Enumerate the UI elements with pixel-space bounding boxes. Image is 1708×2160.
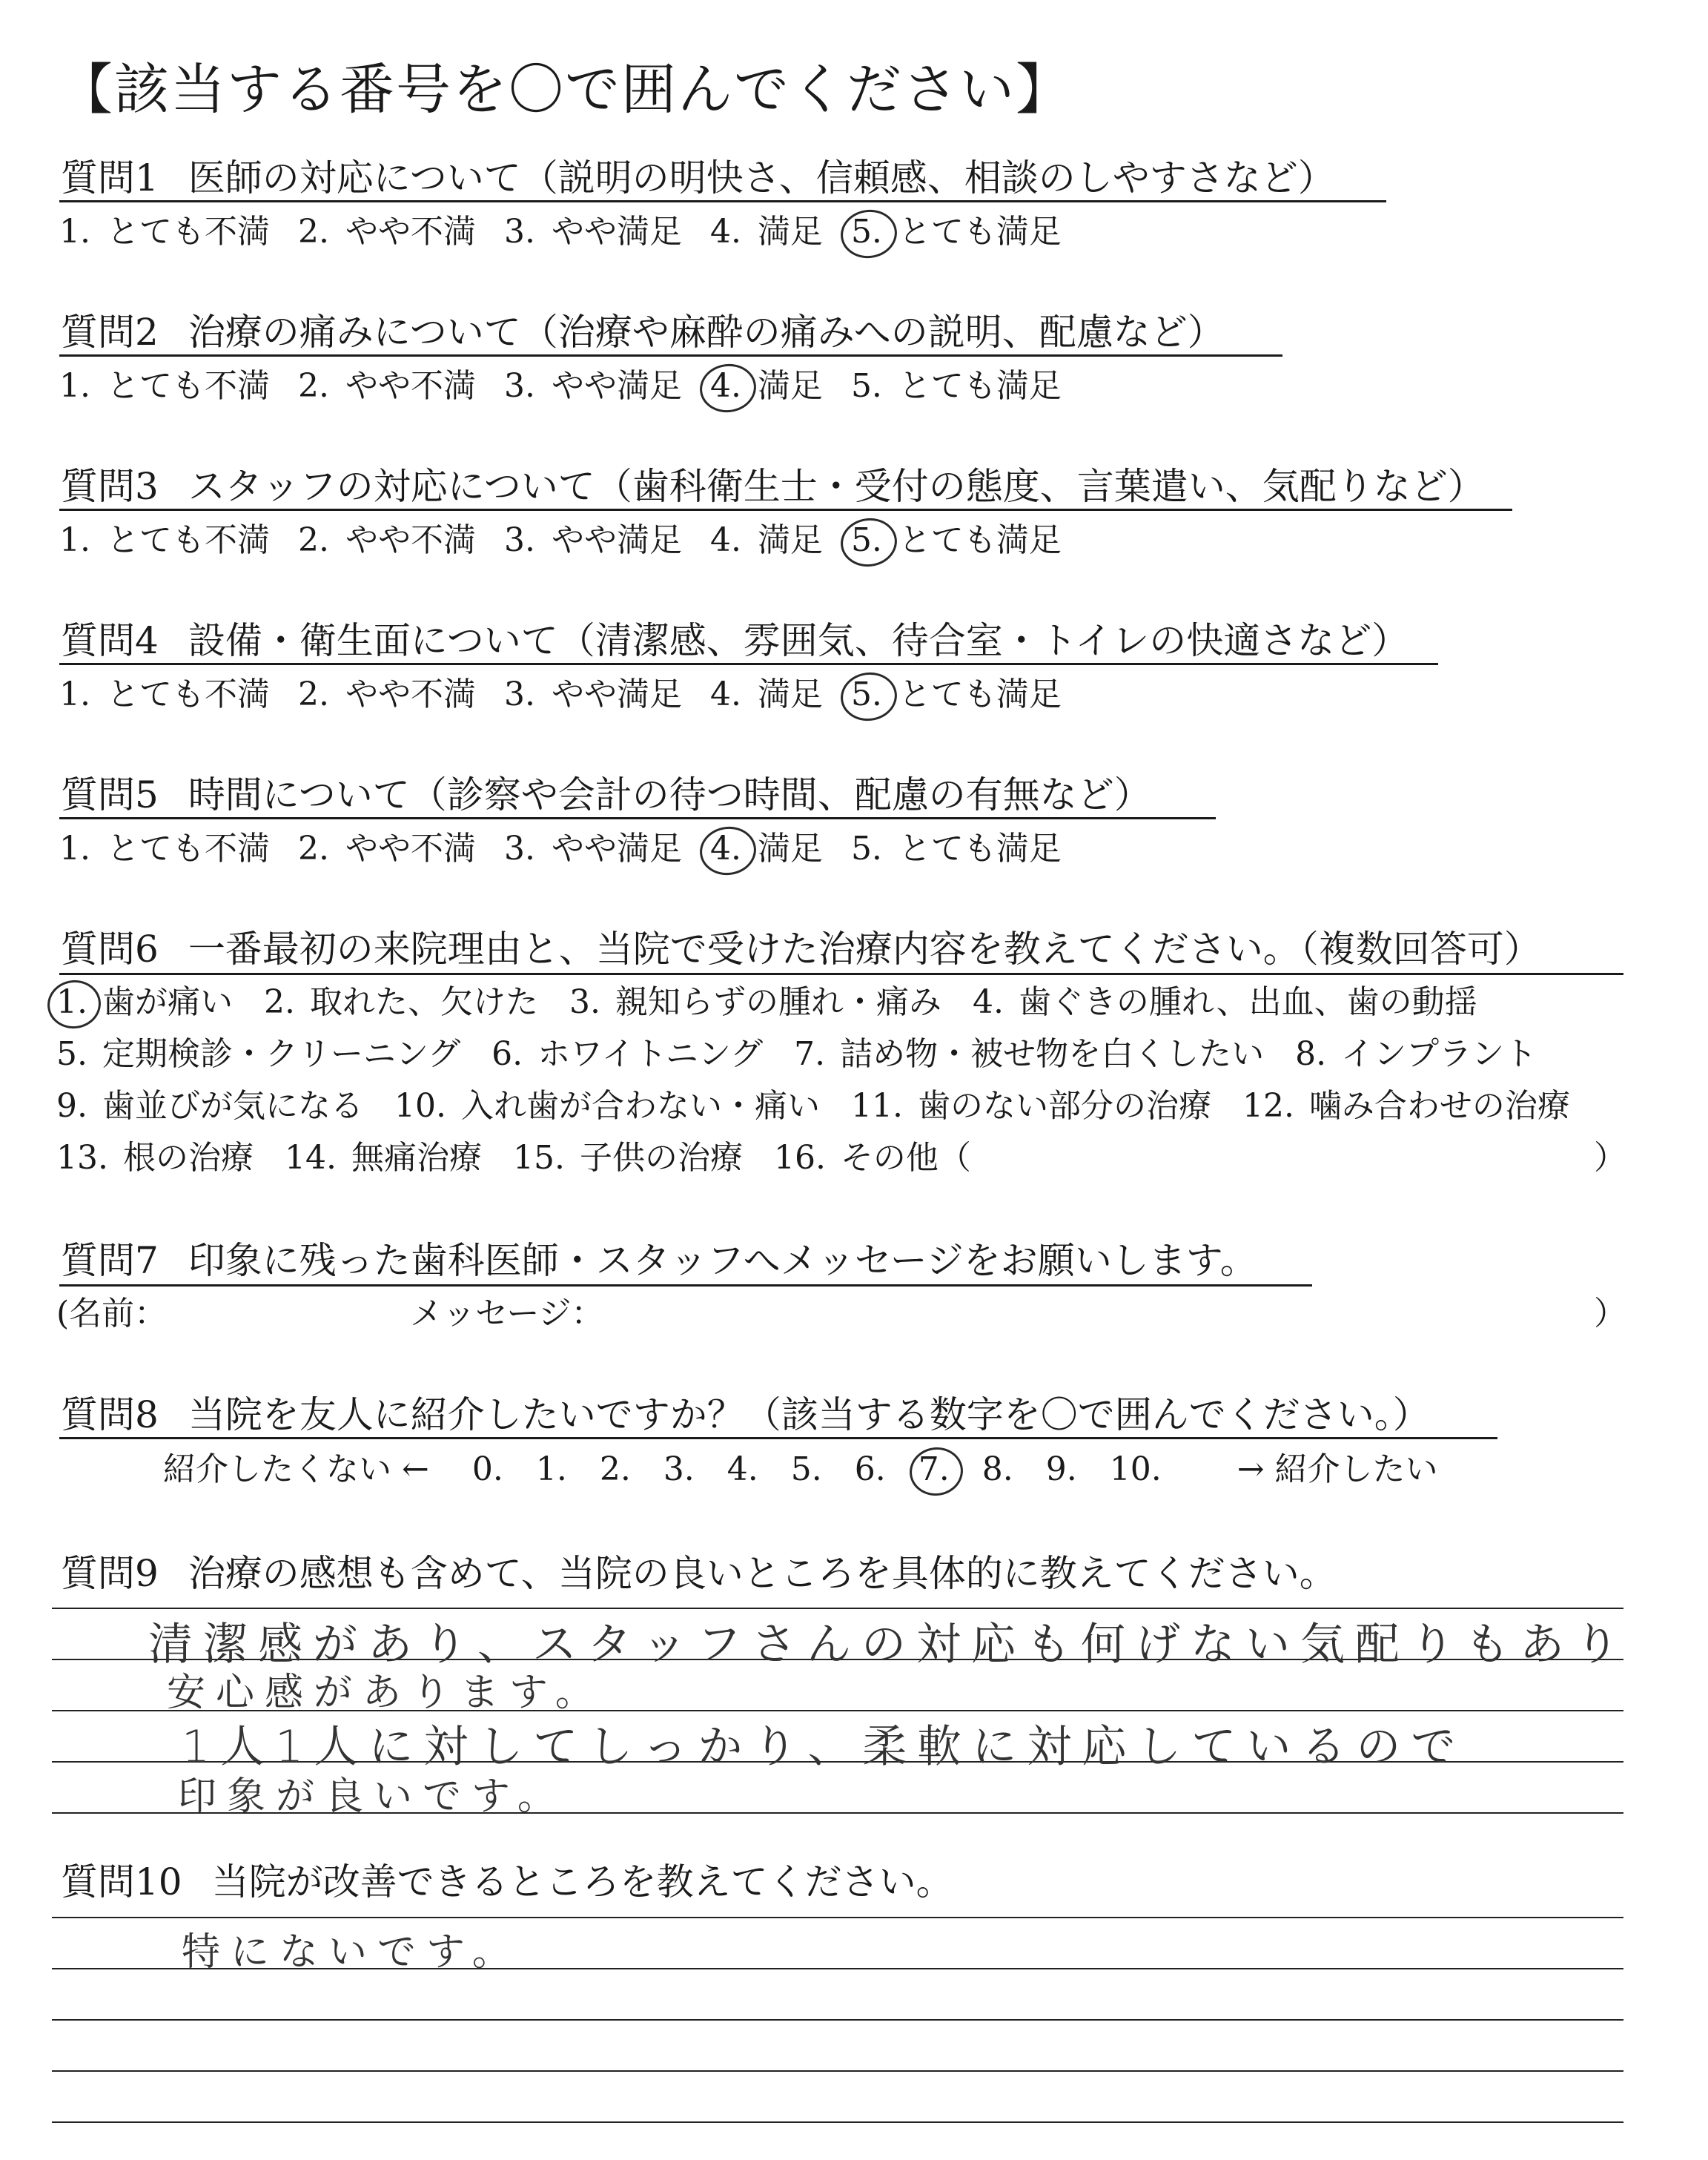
- nps-number[interactable]: 8.: [982, 1450, 1013, 1488]
- q6-option[interactable]: [851, 1079, 1211, 1126]
- q6-option[interactable]: [973, 975, 1477, 1023]
- rating-choices: [59, 822, 1090, 869]
- rating-choices: [59, 667, 1090, 715]
- ruled-line: [52, 2019, 1623, 2021]
- q6-option[interactable]: [1242, 1079, 1570, 1126]
- choice-label: とても不満: [106, 367, 270, 405]
- option-number: 3.: [569, 983, 600, 1021]
- choice-number: 4.: [709, 676, 741, 713]
- choice-number: 3.: [503, 213, 535, 251]
- question-8: [61, 1385, 1430, 1439]
- question-10: [61, 1852, 953, 1906]
- question-text: 設備・衛生面について（清潔感、雰囲気、待合室・トイレの快適さなど）: [188, 619, 1409, 662]
- option-label: 歯ぐきの腫れ、出血、歯の動揺: [1018, 983, 1477, 1021]
- rating-choices: [59, 513, 1090, 561]
- rating-choices: [59, 359, 1090, 406]
- option-label: その他（: [840, 1139, 971, 1177]
- question-text: スタッフの対応について（歯科衛生士・受付の態度、言葉遣い、気配りなど）: [188, 465, 1485, 508]
- nps-number[interactable]: 2.: [599, 1450, 631, 1488]
- q6-option[interactable]: [56, 1079, 363, 1126]
- question-1: [61, 148, 1335, 202]
- option-label: 歯並びが気になる: [102, 1087, 363, 1125]
- q6-option[interactable]: [264, 975, 538, 1023]
- choice-number: 1.: [59, 521, 90, 559]
- choice-label: 満足: [757, 213, 823, 251]
- choice-label: とても満足: [898, 213, 1062, 251]
- question-underline: [59, 817, 1216, 819]
- choice-1[interactable]: [59, 513, 270, 561]
- handwritten-answer-line: 印象が良いです。: [178, 1774, 566, 1819]
- choice-number: 4.: [709, 830, 741, 868]
- choice-3[interactable]: [504, 667, 682, 715]
- option-label: 詰め物・被せ物を白くしたい: [840, 1035, 1265, 1073]
- option-label: 歯のない部分の治療: [917, 1087, 1211, 1125]
- choice-number: 5.: [850, 521, 882, 559]
- choice-4[interactable]: [710, 513, 823, 561]
- question-3: [61, 457, 1485, 510]
- choice-3[interactable]: [504, 822, 682, 869]
- option-label: 噛み合わせの治療: [1308, 1087, 1570, 1125]
- question-7: [61, 1231, 1257, 1284]
- option-label: 子供の治療: [579, 1139, 743, 1177]
- option-number: 2.: [263, 983, 295, 1021]
- question-number: 質問6: [61, 928, 159, 971]
- choice-number: 3.: [503, 830, 535, 868]
- nps-scale: [163, 1442, 1471, 1490]
- question-number: 質問2: [61, 311, 159, 354]
- question-underline: [59, 1437, 1497, 1439]
- question-number: 質問8: [61, 1393, 159, 1436]
- choice-number: 5.: [850, 367, 882, 405]
- choice-number: 2.: [297, 676, 329, 713]
- option-number: 9.: [56, 1087, 87, 1125]
- message-row: [56, 1287, 604, 1334]
- q6-option[interactable]: [569, 975, 941, 1023]
- ruled-line: [52, 2070, 1623, 2072]
- choice-label: とても満足: [898, 676, 1062, 713]
- choice-number: 4.: [709, 521, 741, 559]
- nps-number[interactable]: 0.: [471, 1450, 503, 1488]
- question-number: 質問3: [61, 465, 159, 508]
- nps-number[interactable]: 1.: [535, 1450, 567, 1488]
- question-text: 治療の感想も含めて、当院の良いところを具体的に教えてください。: [188, 1552, 1337, 1595]
- choice-label: やや満足: [551, 521, 682, 559]
- choice-label: やや満足: [551, 213, 682, 251]
- choice-label: やや満足: [551, 367, 682, 405]
- choice-label: やや不満: [345, 521, 476, 559]
- question-text: 当院が改善できるところを教えてください。: [211, 1860, 953, 1903]
- choice-3[interactable]: [504, 513, 682, 561]
- option-number: 13.: [56, 1139, 108, 1177]
- ruled-line: [52, 2121, 1623, 2123]
- choice-2[interactable]: [298, 205, 476, 252]
- option-number: 8.: [1295, 1035, 1327, 1073]
- nps-number[interactable]: 3.: [663, 1450, 695, 1488]
- choice-label: 満足: [757, 367, 823, 405]
- choice-number: 4.: [709, 213, 741, 251]
- choice-label: とても不満: [106, 521, 270, 559]
- option-label: 根の治療: [122, 1139, 254, 1177]
- option-label: ホワイトニング: [537, 1035, 764, 1073]
- choice-2[interactable]: [298, 359, 476, 406]
- question-number: 質問7: [61, 1239, 159, 1282]
- q6-option-row: [56, 975, 1509, 1023]
- question-text: 医師の対応について（説明の明快さ、信頼感、相談のしやすさなど）: [188, 156, 1335, 199]
- nps-number[interactable]: 6.: [854, 1450, 886, 1488]
- option-number: 4.: [972, 983, 1004, 1021]
- option-number: 6.: [491, 1035, 523, 1073]
- option-label: 定期検診・クリーニング: [102, 1035, 461, 1073]
- name-label: (名前：: [56, 1295, 168, 1332]
- question-2: [61, 303, 1225, 356]
- question-text: 一番最初の来院理由と、当院で受けた治療内容を教えてください。（複数回答可）: [188, 928, 1541, 971]
- q6-option[interactable]: [774, 1131, 971, 1178]
- question-number: 質問5: [61, 773, 159, 816]
- option-number: 10.: [394, 1087, 446, 1125]
- choice-2[interactable]: [298, 513, 476, 561]
- choice-number: 5.: [850, 676, 882, 713]
- choice-2[interactable]: [298, 822, 476, 869]
- choice-label: とても不満: [106, 830, 270, 868]
- question-underline: [59, 354, 1282, 357]
- choice-number: 5.: [850, 213, 882, 251]
- nps-number[interactable]: 4.: [726, 1450, 758, 1488]
- other-close-paren: ）: [1594, 1139, 1626, 1177]
- choice-4[interactable]: [710, 205, 823, 252]
- question-underline: [59, 200, 1386, 202]
- choice-label: 満足: [757, 830, 823, 868]
- choice-label: とても満足: [898, 367, 1062, 405]
- option-label: 無痛治療: [351, 1139, 482, 1177]
- rating-choices: [59, 205, 1090, 252]
- option-label: 歯が痛い: [102, 983, 233, 1021]
- ruled-line: [52, 1917, 1623, 1918]
- handwritten-answer-line: 1人1人に対してしっかり、柔軟に対応しているので: [182, 1721, 1466, 1773]
- nps-left-label: 紹介したくない ←: [163, 1450, 429, 1488]
- form-title: 【該当する番号を〇で囲んでください】: [58, 58, 1072, 122]
- choice-label: やや不満: [345, 676, 476, 713]
- choice-label: やや不満: [345, 367, 476, 405]
- choice-1[interactable]: [59, 205, 270, 252]
- choice-label: とても不満: [106, 676, 270, 713]
- q6-option[interactable]: [285, 1131, 482, 1178]
- handwritten-answer-line: 安心感があります。: [167, 1671, 604, 1715]
- choice-label: 満足: [757, 676, 823, 713]
- q6-option[interactable]: [491, 1027, 763, 1074]
- option-number: 7.: [794, 1035, 826, 1073]
- question-4: [61, 611, 1409, 664]
- option-label: インプラント: [1341, 1035, 1537, 1073]
- option-number: 14.: [284, 1139, 337, 1177]
- choice-3[interactable]: [504, 205, 682, 252]
- choice-number: 2.: [297, 367, 329, 405]
- choice-label: やや満足: [551, 676, 682, 713]
- handwritten-answer-line: 特にないです。: [182, 1930, 521, 1975]
- question-6: [61, 919, 1541, 973]
- option-label: 入れ歯が合わない・痛い: [460, 1087, 820, 1125]
- q6-option-row: [56, 1131, 1002, 1178]
- choice-number: 5.: [850, 830, 882, 868]
- question-number: 質問9: [61, 1552, 159, 1595]
- choice-5[interactable]: [851, 359, 1062, 406]
- question-text: 当院を友人に紹介したいですか？（該当する数字を〇で囲んでください。）: [188, 1393, 1430, 1436]
- option-label: 取れた、欠けた: [309, 983, 538, 1021]
- question-number: 質問1: [61, 156, 159, 199]
- choice-number: 1.: [59, 213, 90, 251]
- question-underline: [59, 663, 1438, 665]
- choice-label: やや満足: [551, 830, 682, 868]
- choice-label: やや不満: [345, 830, 476, 868]
- q6-option[interactable]: [394, 1079, 820, 1126]
- nps-number[interactable]: 10.: [1109, 1450, 1162, 1488]
- choice-number: 1.: [59, 830, 90, 868]
- choice-number: 3.: [503, 521, 535, 559]
- nps-numbers: [472, 1450, 1194, 1488]
- option-number: 16.: [773, 1139, 826, 1177]
- choice-1[interactable]: [59, 822, 270, 869]
- option-number: 12.: [1242, 1087, 1294, 1125]
- choice-5[interactable]: [851, 822, 1062, 869]
- q6-option-row: [56, 1079, 1601, 1126]
- choice-number: 2.: [297, 521, 329, 559]
- choice-number: 3.: [503, 676, 535, 713]
- choice-label: とても不満: [106, 213, 270, 251]
- choice-3[interactable]: [504, 359, 682, 406]
- choice-number: 4.: [709, 367, 741, 405]
- option-label: 親知らずの腫れ・痛み: [615, 983, 941, 1021]
- choice-label: とても満足: [898, 830, 1062, 868]
- question-underline: [59, 509, 1512, 511]
- option-number: 11.: [850, 1087, 903, 1125]
- choice-number: 1.: [59, 367, 90, 405]
- question-number: 質問4: [61, 619, 159, 662]
- nps-number[interactable]: 7.: [918, 1450, 950, 1488]
- option-number: 5.: [56, 1035, 87, 1073]
- question-text: 時間について（診察や会計の待つ時間、配慮の有無など）: [188, 773, 1151, 816]
- choice-number: 2.: [297, 830, 329, 868]
- message-close-paren: ）: [1594, 1295, 1626, 1332]
- q6-option[interactable]: [794, 1027, 1264, 1074]
- choice-label: 満足: [757, 521, 823, 559]
- nps-number[interactable]: 5.: [790, 1450, 822, 1488]
- option-number: 15.: [512, 1139, 565, 1177]
- choice-number: 3.: [503, 367, 535, 405]
- question-text: 印象に残った歯科医師・スタッフへメッセージをお願いします。: [188, 1239, 1257, 1282]
- choice-1[interactable]: [59, 359, 270, 406]
- question-number: 質問10: [61, 1860, 182, 1903]
- option-number: 1.: [56, 983, 87, 1021]
- q6-option-row: [56, 1027, 1568, 1074]
- choice-1[interactable]: [59, 667, 270, 715]
- choice-label: とても満足: [898, 521, 1062, 559]
- q6-option[interactable]: [56, 1027, 460, 1074]
- message-label: メッセージ：: [410, 1295, 604, 1332]
- choice-4[interactable]: [710, 667, 823, 715]
- choice-2[interactable]: [298, 667, 476, 715]
- nps-right-label: → 紹介したい: [1237, 1450, 1438, 1488]
- handwritten-answer-line: 清潔感があり、スタッフさんの対応も何げない気配りもあり: [148, 1619, 1629, 1671]
- q6-option[interactable]: [513, 1131, 743, 1178]
- question-5: [61, 765, 1151, 819]
- choice-number: 1.: [59, 676, 90, 713]
- q6-option[interactable]: [56, 1131, 254, 1178]
- choice-label: やや不満: [345, 213, 476, 251]
- q6-option[interactable]: [1295, 1027, 1537, 1074]
- choice-number: 2.: [297, 213, 329, 251]
- nps-number[interactable]: 9.: [1045, 1450, 1077, 1488]
- question-text: 治療の痛みについて（治療や麻酔の痛みへの説明、配慮など）: [188, 311, 1225, 354]
- question-9: [61, 1544, 1337, 1597]
